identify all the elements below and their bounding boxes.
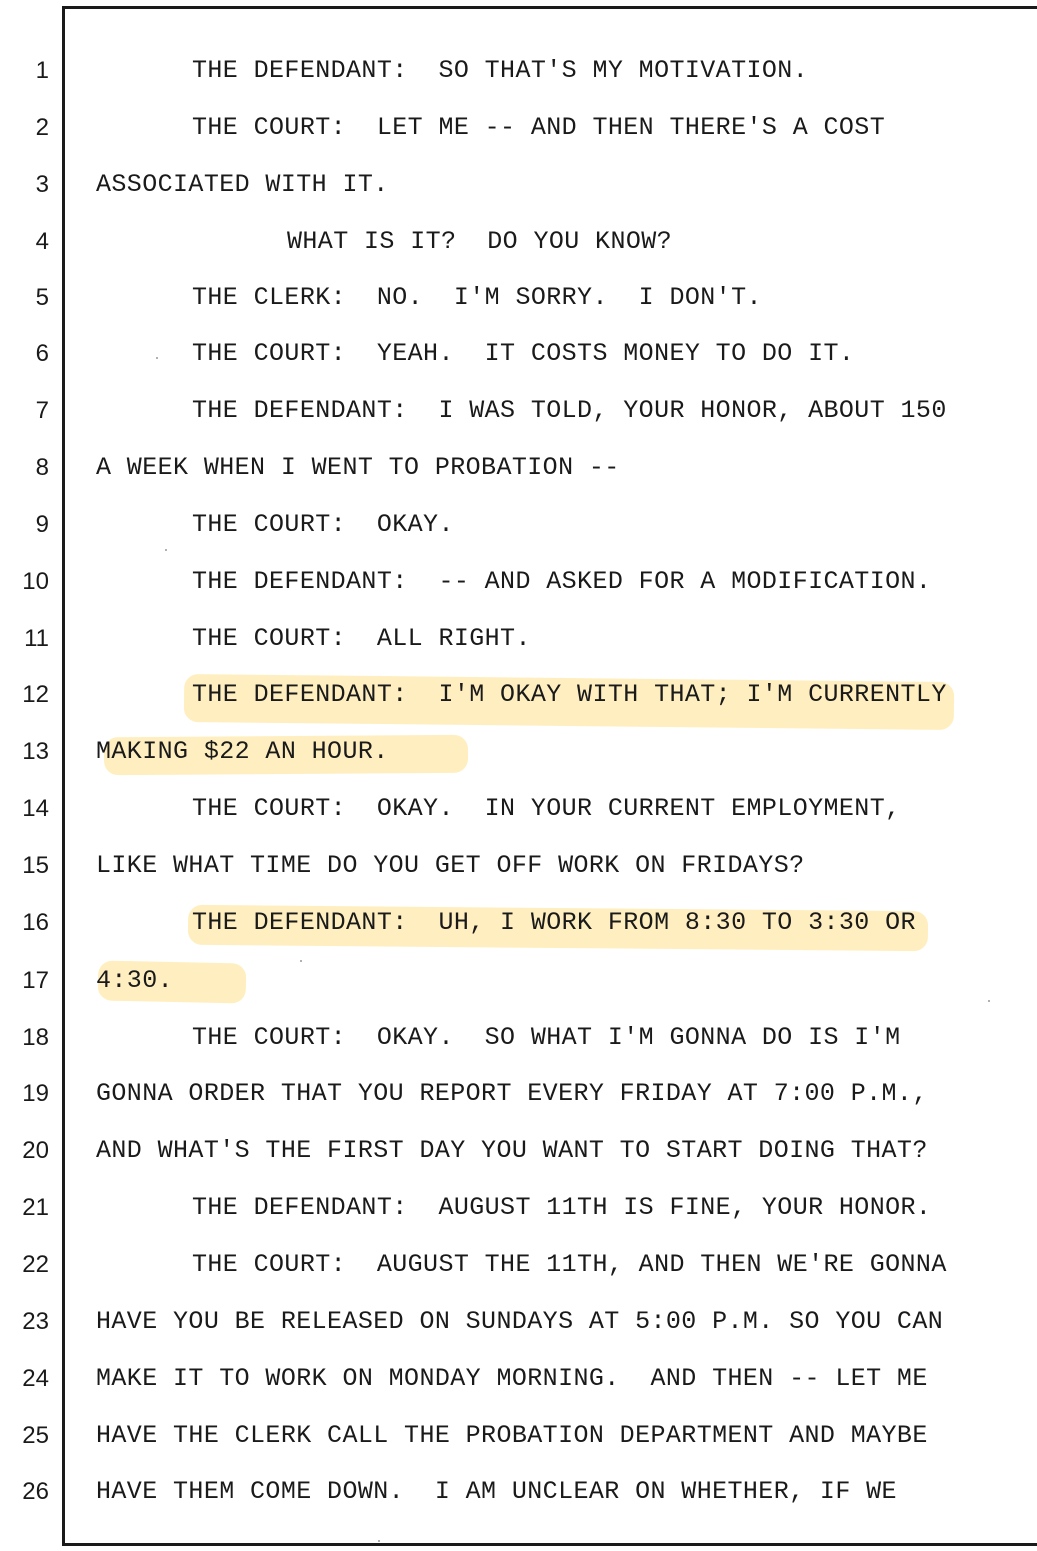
transcript-line (0, 1018, 1037, 1058)
line-text: THE CLERK: NO. I'M SORRY. I DON'T. (192, 283, 762, 312)
scan-speck (378, 1540, 380, 1542)
line-text: AND WHAT'S THE FIRST DAY YOU WANT TO START DOING THAT? (96, 1136, 928, 1165)
line-text: MAKE IT TO WORK ON MONDAY MORNING. AND THEN -- LET ME (96, 1364, 928, 1393)
line-text: A WEEK WHEN I WENT TO PROBATION -- (96, 453, 620, 482)
transcript-line (0, 675, 1037, 715)
line-text: GONNA ORDER THAT YOU REPORT EVERY FRIDAY AT 7:00 P.M., (96, 1079, 928, 1108)
line-number: 12 (22, 681, 49, 708)
line-text: THE DEFENDANT: AUGUST 11TH IS FINE, YOUR HONOR. (192, 1193, 932, 1222)
transcript-line (0, 1188, 1037, 1228)
transcript-line (0, 1359, 1037, 1399)
line-text: THE COURT: AUGUST THE 11TH, AND THEN WE'RE GONNA (192, 1250, 947, 1279)
line-number: 1 (35, 57, 49, 84)
line-number: 10 (22, 568, 49, 595)
transcript-line (0, 732, 1037, 772)
line-text: MAKING $22 AN HOUR. (96, 737, 389, 766)
line-number: 19 (22, 1080, 49, 1107)
transcript-line (0, 1245, 1037, 1285)
transcript-line (0, 505, 1037, 545)
line-number: 7 (35, 397, 49, 424)
transcript-line (0, 222, 1037, 262)
line-number: 2 (35, 114, 49, 141)
line-text: THE COURT: LET ME -- AND THEN THERE'S A COST (192, 113, 886, 142)
line-number: 15 (22, 852, 49, 879)
transcript-line (0, 1472, 1037, 1512)
line-text: THE DEFENDANT: SO THAT'S MY MOTIVATION. (192, 56, 809, 85)
line-number: 22 (22, 1251, 49, 1278)
line-number: 26 (22, 1478, 49, 1505)
transcript-line (0, 51, 1037, 91)
line-number: 4 (35, 228, 49, 255)
line-number: 5 (35, 284, 49, 311)
line-number: 25 (22, 1422, 49, 1449)
line-text: THE COURT: ALL RIGHT. (192, 624, 531, 653)
transcript-line (0, 619, 1037, 659)
scan-speck (165, 549, 167, 551)
transcript-line (0, 903, 1037, 943)
transcript-line (0, 562, 1037, 602)
line-number: 6 (35, 340, 49, 367)
transcript-line (0, 1302, 1037, 1342)
line-text: THE DEFENDANT: UH, I WORK FROM 8:30 TO 3:30 OR (192, 908, 916, 937)
transcript-line (0, 391, 1037, 431)
line-text: THE DEFENDANT: I WAS TOLD, YOUR HONOR, ABOUT 150 (192, 396, 947, 425)
transcript-line (0, 1416, 1037, 1456)
line-number: 13 (22, 738, 49, 765)
line-number: 23 (22, 1308, 49, 1335)
transcript-line (0, 108, 1037, 148)
line-number: 9 (35, 511, 49, 538)
transcript-line (0, 165, 1037, 205)
transcript-line (0, 278, 1037, 318)
line-number: 3 (35, 171, 49, 198)
line-number: 16 (22, 909, 49, 936)
transcript-line (0, 846, 1037, 886)
line-number: 21 (22, 1194, 49, 1221)
line-number: 14 (22, 795, 49, 822)
line-number: 20 (22, 1137, 49, 1164)
line-text: LIKE WHAT TIME DO YOU GET OFF WORK ON FRIDAYS? (96, 851, 805, 880)
transcript-line (0, 1074, 1037, 1114)
line-text: HAVE THEM COME DOWN. I AM UNCLEAR ON WHETHER, IF WE (96, 1477, 897, 1506)
line-text: 4:30. (96, 966, 174, 995)
line-number: 8 (35, 454, 49, 481)
line-text: THE DEFENDANT: -- AND ASKED FOR A MODIFICATION. (192, 567, 932, 596)
line-text: ASSOCIATED WITH IT. (96, 170, 389, 199)
line-number: 11 (24, 625, 49, 652)
transcript-line (0, 334, 1037, 374)
line-text: THE DEFENDANT: I'M OKAY WITH THAT; I'M CURRENTLY (192, 680, 947, 709)
line-text: HAVE YOU BE RELEASED ON SUNDAYS AT 5:00 P.M. SO YOU CAN (96, 1307, 944, 1336)
line-number: 17 (22, 967, 49, 994)
line-number: 18 (22, 1024, 49, 1051)
transcript-line (0, 789, 1037, 829)
transcript-line (0, 961, 1037, 1001)
line-text: THE COURT: YEAH. IT COSTS MONEY TO DO IT. (192, 339, 855, 368)
transcript-line (0, 1131, 1037, 1171)
line-text: WHAT IS IT? DO YOU KNOW? (287, 227, 673, 256)
line-text: THE COURT: OKAY. IN YOUR CURRENT EMPLOYMENT, (192, 794, 901, 823)
transcript-line (0, 448, 1037, 488)
line-number: 24 (22, 1365, 49, 1392)
line-text: THE COURT: OKAY. (192, 510, 454, 539)
line-text: HAVE THE CLERK CALL THE PROBATION DEPARTMENT AND MAYBE (96, 1421, 928, 1450)
line-text: THE COURT: OKAY. SO WHAT I'M GONNA DO IS I'M (192, 1023, 901, 1052)
